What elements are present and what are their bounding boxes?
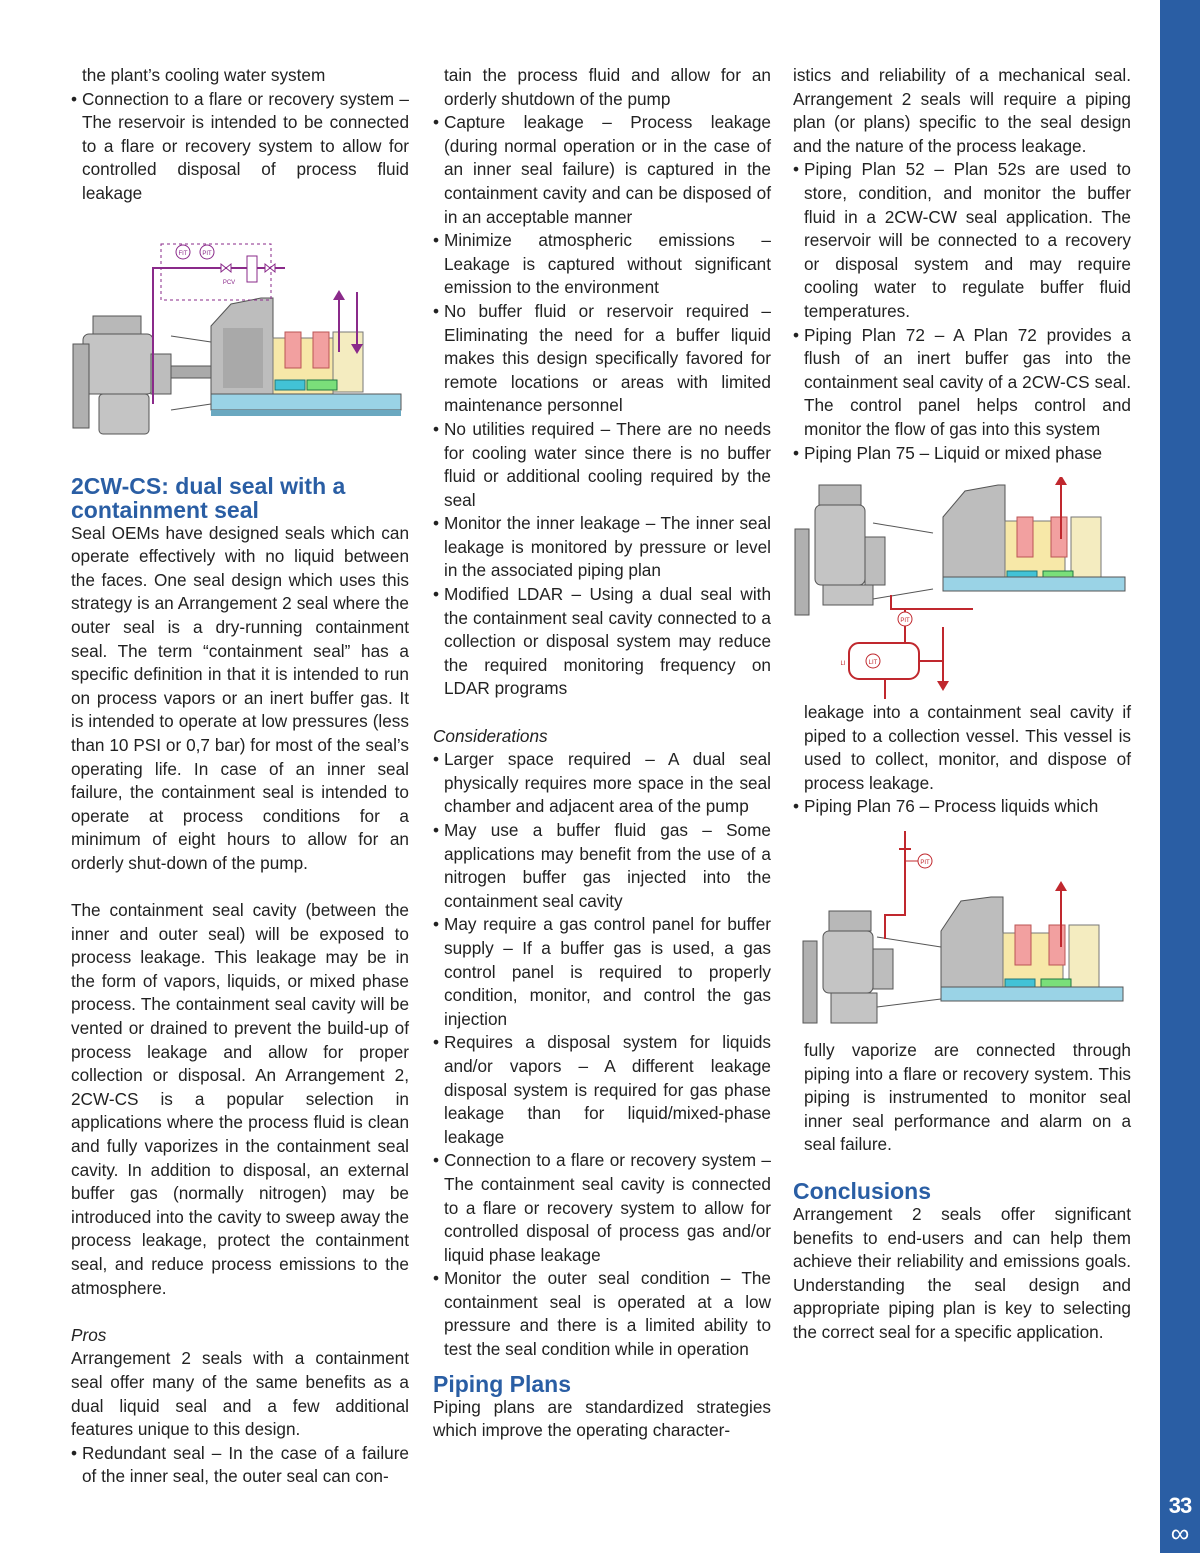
paragraph: Piping plans are standardized strategies which improve the operating character- — [433, 1396, 771, 1441]
paragraph: Arrangement 2 seals offer significant benefits to end-users and can help them achieve their reliability and emissions goals. Understanding the seal design and appropriate piping plan is key to selecting the correct seal for a specific application. — [793, 1204, 1131, 1342]
paragraph: Arrangement 2 seals with a containment seal offer many of the same benefits as a dual liquid seal and a few additional features unique to this design. — [71, 1348, 409, 1440]
plan-75-figure — [793, 477, 1131, 701]
list-item: • No utilities required – There are no needs for cooling water since there is no buffer fluid or additional cooling required by the seal — [433, 418, 771, 512]
list-item: • Redundant seal – In the case of a failure of the inner seal, the outer seal can con- — [71, 1442, 409, 1489]
list-item: • Monitor the outer seal condition – The containment seal is operated at a low pressure and there is a limited ability to test the seal condition while in operation — [433, 1267, 771, 1361]
pit-label: PIT — [920, 860, 930, 867]
list-item: • May use a buffer fluid gas – Some applications may benefit from the use of a nitrogen buffer gas injected into the containment seal cavity — [433, 819, 771, 913]
bullet-list — [71, 88, 409, 206]
column-2 — [433, 64, 771, 1443]
continued-text: istics and reliability of a mechanical seal. Arrangement 2 seals will require a piping plan (or plans) specific to the seal design and the nature of the process leakage. — [793, 65, 1131, 156]
list-item: • Capture leakage – Process leakage (during normal operation or in the case of an inner seal failure) is captured in the containment cavity and can be disposed of in an acceptable manner — [433, 111, 771, 229]
column-1 — [71, 64, 409, 1489]
spacer — [433, 701, 771, 725]
li-label: LI — [840, 661, 846, 668]
continued-text: leakage into a containment seal cavity if piped to a collection vessel. This vessel is used to collect, monitor, and dispose of process leakage. — [804, 702, 1131, 793]
lit-label: LIT — [868, 660, 878, 667]
list-item: • Minimize atmospheric emissions – Leakage is captured without significant emission to the environment — [433, 229, 771, 300]
subheading-pros: Pros — [71, 1324, 107, 1345]
pcv-label: PCV — [222, 279, 236, 286]
piping-plan-list — [793, 158, 1131, 465]
continued-text: the plant’s cooling water system — [82, 65, 326, 85]
section-heading: Conclusions — [793, 1178, 932, 1205]
continued-text: fully vaporize are connected through piping into a flare or recovery system. This piping is instrumented to monitor seal inner seal performance and alarm on a seal failure. — [804, 1040, 1131, 1155]
list-item: • Monitor the inner leakage – The inner seal leakage is monitored by pressure or level in the associated piping plan — [433, 512, 771, 583]
list-item: • Modified LDAR – Using a dual seal with the containment seal cavity connected to a collection or disposal system may reduce the required monitoring frequency on LDAR programs — [433, 583, 771, 701]
list-item: • Piping Plan 72 – A Plan 72 provides a flush of an inert buffer gas into the containment seal cavity of a 2CW-CS seal. The control panel helps control and monitor the flow of gas into this system — [793, 324, 1131, 442]
continued-text: tain the process fluid and allow for an orderly shutdown of the pump — [444, 65, 771, 109]
plan-76-figure — [793, 831, 1131, 1039]
page-number: 33 — [1168, 1493, 1192, 1518]
list-item: • Piping Plan 76 – Process liquids which — [793, 795, 1131, 819]
list-item: • Connection to a flare or recovery system – The containment seal cavity is connected to a flare or recovery system to allow for controlled disposal of process gas and/or liquid phase leakage — [433, 1149, 771, 1267]
list-item: • No buffer fluid or reservoir required – Eliminating the need for a buffer liquid makes this design specifically favored for remote locations or areas with limited maintenance personnel — [433, 300, 771, 418]
list-item: • Requires a disposal system for liquids and/or vapors – A different leakage disposal system is required for gas phase leakage than for liquid/mixed-phase leakage — [433, 1031, 771, 1149]
list-item: • Larger space required – A dual seal physically requires more space in the seal chamber and adjacent area of the pump — [433, 748, 771, 819]
list-item: • Piping Plan 52 – Plan 52s are used to store, condition, and monitor the buffer fluid in a 2CW-CW seal application. The reservoir will be connected to a recovery or disposal system and may require cooling water to regulate buffer fluid temperatures. — [793, 158, 1131, 323]
list-item: • Connection to a flare or recovery system – The reservoir is intended to be connected to a flare or recovery system to allow for controlled disposal of process fluid leakage — [71, 88, 409, 206]
plan-76-diagram — [793, 831, 1131, 1039]
bullet-list — [71, 1442, 409, 1489]
section-heading: Piping Plans — [433, 1370, 572, 1397]
piping-plan-list — [793, 795, 1131, 819]
plan-diagram-figure — [71, 234, 409, 468]
infinity-logo-icon: ∞ — [1170, 1518, 1190, 1548]
list-item: • May require a gas control panel for buffer supply – If a buffer gas is used, a gas control panel is required to properly condition, monitor, and control the gas injection — [433, 913, 771, 1031]
seal-piping-diagram — [71, 234, 409, 468]
spacer — [71, 875, 409, 899]
pit-label: PIT — [202, 250, 212, 257]
section-heading: 2CW-CS: dual seal with a containment seal — [71, 472, 346, 523]
paragraph: The containment seal cavity (between the inner and outer seal) will be exposed to process leakage. This leakage may be in the form of vapors, liquids, or mixed phase process. The containment seal cavity will be vented or drained to prevent the build-up of process leakage and allow for proper collection or disposal. An Arrangement 2, 2CW-CS is a popular selection in applications where the process fluid is clean and fully vaporizes in the containment seal cavity. In addition to disposal, an external buffer gas (normally nitrogen) may be introduced into the cavity to sweep away the process leakage, protect the containment seal, and reduce process emissions to the atmosphere. — [71, 900, 409, 1298]
plan-75-diagram — [793, 477, 1131, 701]
fit-label: FIT — [178, 250, 188, 257]
paragraph: Seal OEMs have designed seals which can operate effectively with no liquid between the faces. One seal design which uses this strategy is an Arrangement 2 seal where the outer seal is a dry-running containment seal. The term “containment seal” has a specific definition in that it is intended to run on process vapors or an inert buffer gas. It is intended to operate at low pressures (less than 10 PSI or 0,7 bar) for most of the seal’s operating life. In case of an inner seal failure, the containment seal is intended to operate at process conditions for a minimum of eight hours to allow for an orderly shut-down of the pump. — [71, 522, 409, 873]
sidebar-strip — [1160, 0, 1200, 1553]
list-item: • Piping Plan 75 – Liquid or mixed phase — [793, 442, 1131, 466]
spacer — [71, 1300, 409, 1324]
pros-list — [433, 111, 771, 701]
column-3 — [793, 64, 1131, 1345]
pit-label: PIT — [900, 618, 910, 625]
subheading-considerations: Considerations — [433, 725, 548, 746]
considerations-list — [433, 748, 771, 1361]
